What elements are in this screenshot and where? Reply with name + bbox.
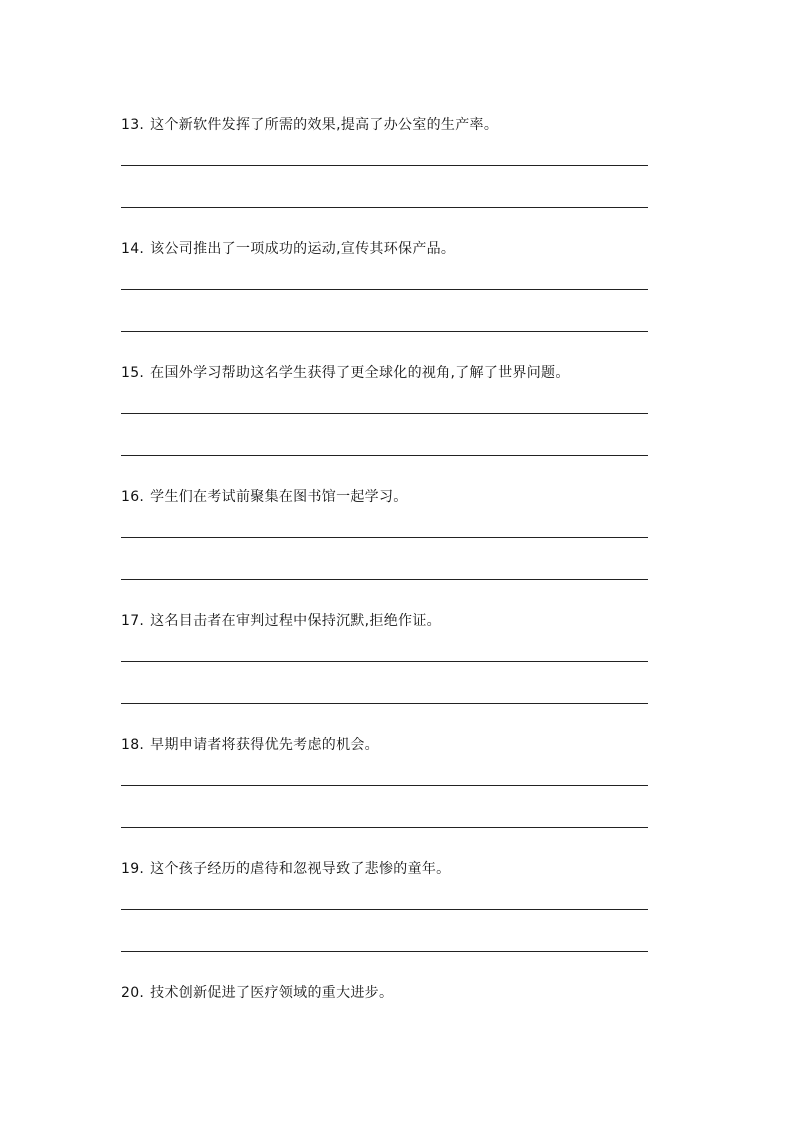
question-number: 13. (121, 117, 145, 133)
question-number: 15. (121, 365, 145, 381)
question-sentence: 这名目击者在审判过程中保持沉默,拒绝作证。 (150, 613, 441, 629)
question-text (121, 116, 498, 134)
answer-line[interactable] (121, 207, 648, 208)
answer-line[interactable] (121, 703, 648, 704)
question-sentence: 在国外学习帮助这名学生获得了更全球化的视角,了解了世界问题。 (150, 365, 570, 381)
answer-line[interactable] (121, 785, 648, 786)
question-text (121, 488, 408, 506)
question-sentence: 这个孩子经历的虐待和忽视导致了悲惨的童年。 (150, 861, 451, 877)
question-text (121, 860, 450, 878)
question-17 (121, 612, 648, 722)
question-sentence: 技术创新促进了医疗领域的重大进步。 (150, 985, 394, 1001)
question-text (121, 612, 441, 630)
question-15 (121, 364, 648, 474)
question-sentence: 这个新软件发挥了所需的效果,提高了办公室的生产率。 (150, 117, 499, 133)
question-number: 17. (121, 613, 145, 629)
answer-line[interactable] (121, 331, 648, 332)
question-text (121, 984, 393, 1002)
question-20 (121, 984, 648, 1008)
answer-line[interactable] (121, 413, 648, 414)
answer-line[interactable] (121, 909, 648, 910)
question-number: 16. (121, 489, 145, 505)
question-sentence: 学生们在考试前聚集在图书馆一起学习。 (150, 489, 408, 505)
answer-line[interactable] (121, 165, 648, 166)
answer-line[interactable] (121, 455, 648, 456)
answer-line[interactable] (121, 289, 648, 290)
question-number: 20. (121, 985, 145, 1001)
question-number: 18. (121, 737, 145, 753)
question-sentence: 早期申请者将获得优先考虑的机会。 (150, 737, 379, 753)
question-text (121, 364, 570, 382)
answer-line[interactable] (121, 951, 648, 952)
question-number: 14. (121, 241, 145, 257)
question-19 (121, 860, 648, 970)
question-18 (121, 736, 648, 846)
answer-line[interactable] (121, 537, 648, 538)
answer-line[interactable] (121, 579, 648, 580)
question-14 (121, 240, 648, 350)
question-number: 19. (121, 861, 145, 877)
answer-line[interactable] (121, 827, 648, 828)
answer-line[interactable] (121, 661, 648, 662)
question-sentence: 该公司推出了一项成功的运动,宣传其环保产品。 (150, 241, 456, 257)
question-16 (121, 488, 648, 598)
question-13 (121, 116, 648, 226)
question-text (121, 240, 455, 258)
question-text (121, 736, 379, 754)
